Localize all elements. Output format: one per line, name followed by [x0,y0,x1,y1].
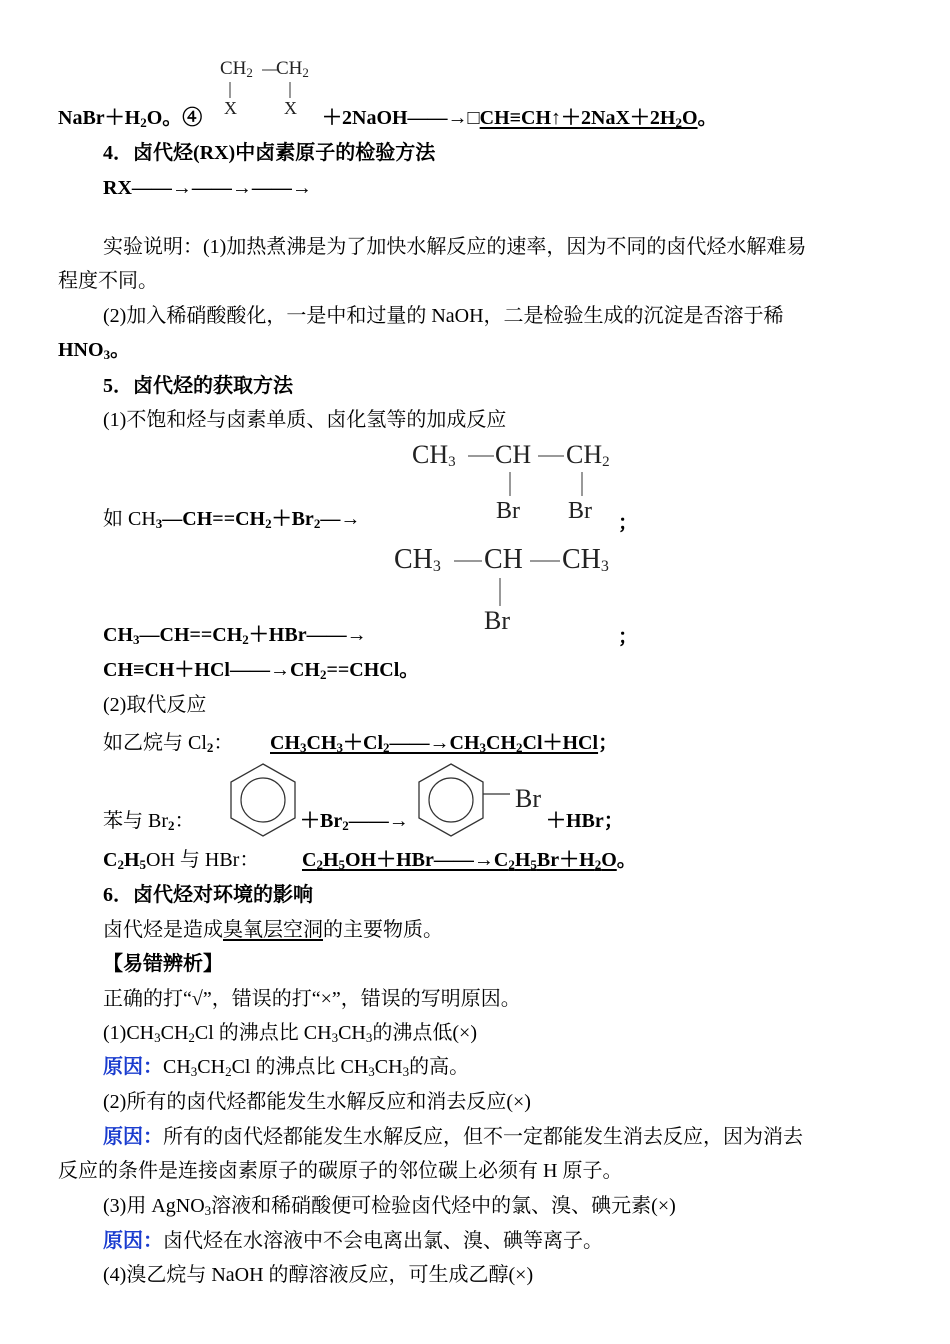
br-atom: Br [484,606,510,635]
question-1: $(1)CH_3CH_2Cl$ 的沸点比 $CH_3CH_3$的沸点低(×) [103,1022,477,1045]
x-atom: X [224,98,237,118]
reason-label: 原因： [103,1056,163,1078]
ethane-cl2-answer: $CH_3CH_3+Cl_2——\to CH_3CH_2Cl+HCl$； [270,732,619,755]
question-2: (2)所有的卤代烃都能发生水解反应和消去反应(×) [103,1091,531,1113]
reaction-line-1: $NaBr+H_2O$。④ [58,107,203,130]
ch2-label: CH [276,58,303,79]
section-4-title: 4．卤代烃(RX)中卤素原子的检验方法 [103,142,436,164]
bond-lines [412,440,632,530]
addition-reaction-heading: (1)不饱和烃与卤素单质、卤化氢等的加成反应 [103,409,507,431]
section-5-title: 5．卤代烃的获取方法 [103,375,293,397]
dibromopropane-structure: $CH_3$ CH $CH_2$ Br Br [412,440,632,530]
x-atom: X [284,98,297,118]
answer-2: 原因：所有的卤代烃都能发生水解反应，但不一定都能发生消去反应，因为消去 [103,1126,803,1148]
reaction-propene-br2: 如 $CH_3—CH==CH_2+Br_2—\to$ [103,508,361,531]
answer-1: 原因：$CH_3CH_2Cl$ 的沸点比 $CH_3CH_3$的高。 [103,1056,470,1079]
br-atom: Br [496,498,520,524]
environment-text: 卤代烃是造成臭氧层空洞的主要物质。 [103,919,443,941]
reason-label: 原因： [103,1126,163,1148]
br-atom: Br [568,498,592,524]
reaction-ethanol-hbr: $C_2H_5OH$ 与 HBr： [103,849,260,872]
reason-label: 原因： [103,1230,163,1252]
bromopropane-structure: $CH_3$ CH $CH_3$ Br [394,544,634,640]
experiment-note-2: (2)加入稀硝酸酸化，一是中和过量的 NaOH，二是检验生成的沉淀是否溶于稀 [103,305,784,327]
answer-2b: 反应的条件是连接卤素原子的碳原子的邻位碳上必须有 H 原子。 [58,1160,623,1182]
reaction-line-1-right: $+2NaOH——\to□CH\equiv CH↑+2NaX+2H_2O$。 [322,107,718,130]
question-4: (4)溴乙烷与 NaOH 的醇溶液反应，可生成乙醇(×) [103,1264,534,1286]
ch2-label: CH [220,58,247,79]
experiment-note-1: 实验说明：(1)加热煮沸是为了加快水解反应的速率，因为不同的卤代烃水解难易 [103,236,807,258]
answer: $CH\equiv CH↑+2NaX+2H_2O$ [479,107,698,130]
substitution-heading: (2)取代反应 [103,694,207,716]
bond-lines [394,544,634,640]
answer-3: 原因：卤代烃在水溶液中不会电离出氯、溴、碘等离子。 [103,1230,603,1252]
experiment-note-2b: $HNO_3$。 [58,339,131,362]
reaction-benzene-br2: 苯与 $Br_2$： [103,810,195,833]
br-atom: Br [515,784,541,813]
question-3: (3)用 AgNO$_3$溶液和稀硝酸便可检验卤代烃中的氯、溴、碘元素(×) [103,1195,676,1218]
reaction-ethane-cl2: 如乙烷与 $Cl_2$： [103,732,234,755]
ethanol-hbr-answer: $C_2H_5OH+HBr——\to C_2H_5Br+H_2O$。 [302,849,637,872]
error-analysis-title: 【易错辨析】 [103,953,223,975]
benzene-ring-icon [226,760,306,840]
error-analysis-intro: 正确的打“√”，错误的打“×”，错误的写明原因。 [103,988,521,1010]
reaction-propene-hbr: $CH_3—CH==CH_2+HBr——\to$ [103,624,367,647]
reaction-acetylene-hcl: $CH\equiv CH+HCl——\to CH_2==CHCl$。 [103,659,420,682]
section-6-title: 6．卤代烃对环境的影响 [103,884,313,906]
dihalide-structure: $CH_2$ $CH_2$ X X [220,58,330,128]
experiment-note-1b: 程度不同。 [58,270,158,292]
bond-lines [220,58,330,128]
rx-flow: RX——→——→——→ [103,177,312,199]
